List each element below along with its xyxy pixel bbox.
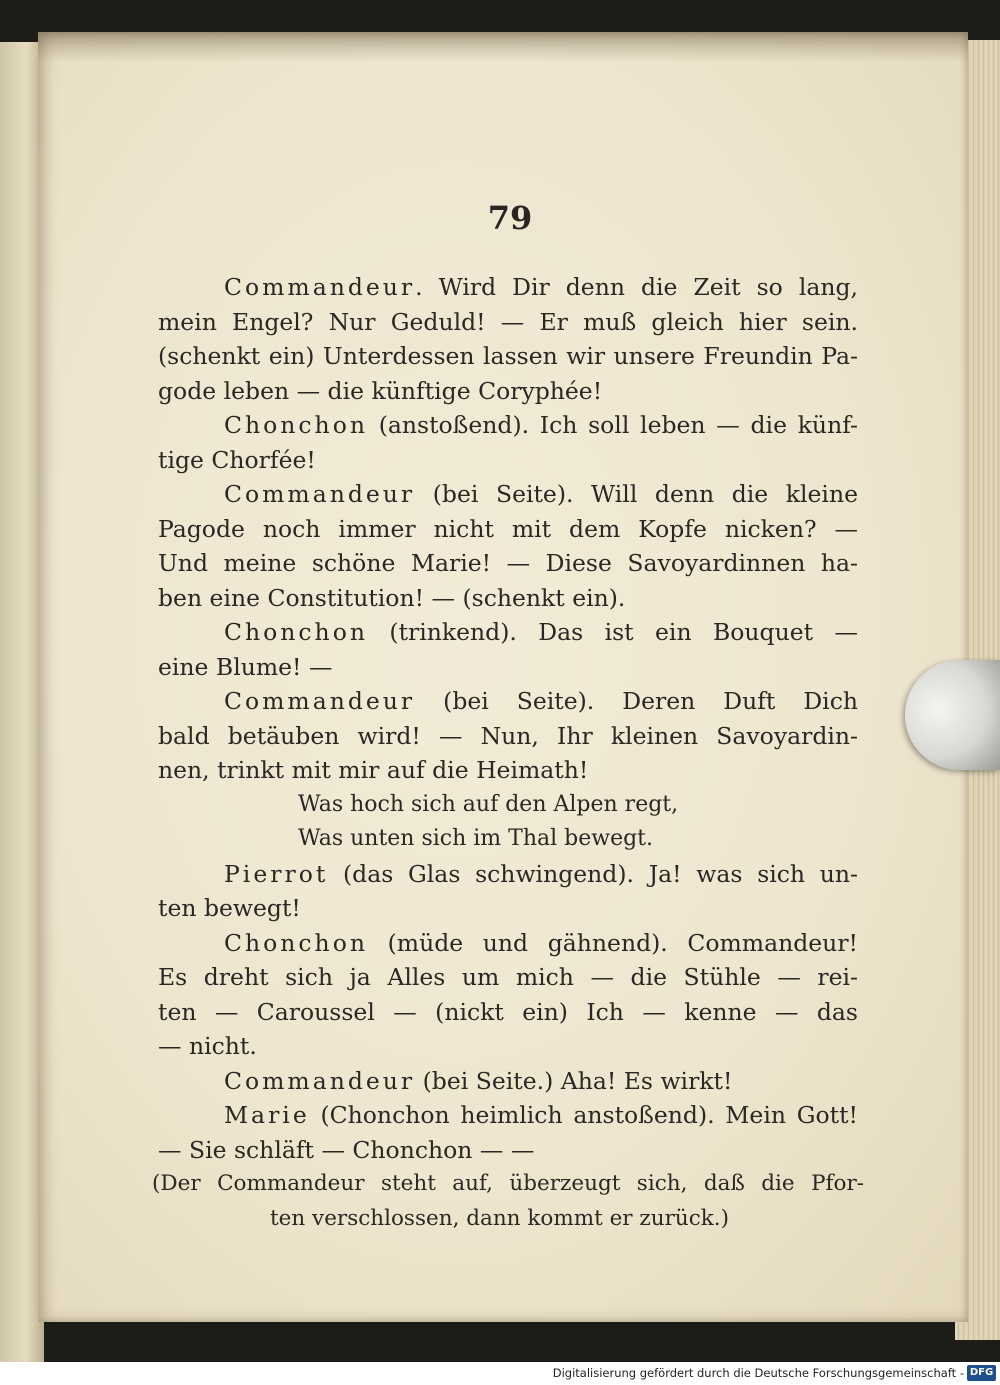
line-text: Was hoch sich auf den Alpen regt,	[298, 791, 679, 817]
text-line	[158, 1098, 858, 1133]
footer-credit: Digitalisierung gefördert durch die Deutsche Forschungsgemeinschaft -	[552, 1366, 964, 1380]
line-text: (schenkt ein) Unterdessen lassen wir unsere Freundin Pa-	[158, 342, 858, 370]
line-text: ben eine Constitution! — (schenkt ein).	[158, 583, 626, 612]
text-line	[158, 1133, 858, 1168]
text-line	[158, 960, 858, 995]
line-text: (müde und gähnend). Commandeur!	[367, 928, 858, 957]
speaker-name: Commandeur	[224, 1066, 416, 1095]
line-text: Und meine schöne Marie! — Diese Savoyardinnen ha-	[158, 549, 858, 577]
text-block	[152, 270, 864, 1236]
line-text: (anstoßend). Ich soll leben — die künf-	[367, 411, 858, 439]
text-line	[158, 1064, 858, 1099]
dfg-logo: DFG	[967, 1365, 996, 1381]
text-line	[158, 512, 858, 547]
footer-bar	[0, 1362, 1000, 1385]
line-text: (bei Seite). Deren Duft Dich	[415, 687, 858, 715]
text-line	[158, 615, 858, 650]
speaker-name: Commandeur	[224, 687, 416, 715]
page-number: 79	[487, 199, 533, 237]
text-line	[158, 305, 858, 340]
line-text: (Der Commandeur steht auf, überzeugt sich, daß die Pfor-	[152, 1171, 864, 1196]
line-text: (das Glas schwingend). Ja! was sich un-	[328, 859, 858, 888]
line-text: ten bewegt!	[158, 894, 301, 922]
text-line	[158, 926, 858, 961]
line-text: nen, trinkt mit mir auf die Heimath!	[158, 756, 589, 784]
text-line	[158, 753, 858, 788]
line-text: — nicht.	[158, 1032, 257, 1060]
line-text: Was unten sich im Thal bewegt.	[298, 826, 654, 851]
line-text: (trinkend). Das ist ein Bouquet —	[367, 618, 858, 646]
line-text: tige Chorfée!	[158, 445, 316, 474]
line-text: eine Blume! —	[158, 652, 333, 681]
text-line	[158, 995, 858, 1030]
text-line	[158, 719, 858, 754]
text-line	[158, 857, 858, 892]
line-text: ten — Caroussel — (nickt ein) Ich — kenne — das	[158, 997, 858, 1026]
line-text: ten verschlossen, dann kommt er zurück.)	[270, 1205, 729, 1231]
line-text: bald betäuben wird! — Nun, Ihr kleinen Savoyardin-	[158, 721, 858, 750]
speaker-name: Pierrot	[224, 859, 329, 888]
line-text: mein Engel? Nur Geduld! — Er muß gleich hier sein.	[158, 307, 858, 336]
text-line	[158, 650, 858, 685]
text-line	[158, 339, 858, 374]
speaker-name: Chonchon	[224, 928, 368, 957]
speaker-name: Commandeur	[224, 273, 416, 301]
text-line	[158, 1029, 858, 1064]
text-line	[158, 374, 858, 409]
text-line	[158, 822, 858, 857]
page-shadow	[38, 32, 968, 62]
speaker-name: Chonchon	[224, 411, 368, 439]
text-line	[158, 477, 858, 512]
text-line	[158, 270, 858, 305]
text-line	[158, 443, 858, 478]
line-text: Pagode noch immer nicht mit dem Kopfe nicken? —	[158, 514, 858, 543]
text-line	[158, 408, 858, 443]
text-line	[158, 1202, 858, 1237]
line-text: Es dreht sich ja Alles um mich — die Stühle — rei-	[158, 963, 858, 991]
speaker-name: Commandeur	[224, 480, 416, 508]
speaker-name: Chonchon	[224, 618, 368, 646]
text-line	[158, 891, 858, 926]
text-line	[158, 788, 858, 823]
speaker-name: Marie	[224, 1101, 310, 1129]
line-text: (bei Seite.) Aha! Es wirkt!	[415, 1066, 733, 1095]
line-text: (Chonchon heimlich anstoßend). Mein Gott!	[309, 1101, 858, 1129]
text-line	[152, 1167, 864, 1202]
text-line	[158, 684, 858, 719]
line-text: gode leben — die künftige Coryphée!	[158, 376, 603, 405]
text-line	[158, 581, 858, 616]
text-line	[158, 546, 858, 581]
line-text: — Sie schläft — Chonchon — —	[158, 1135, 535, 1164]
line-text: . Wird Dir denn die Zeit so lang,	[415, 273, 858, 301]
line-text: (bei Seite). Will denn die kleine	[415, 480, 858, 508]
